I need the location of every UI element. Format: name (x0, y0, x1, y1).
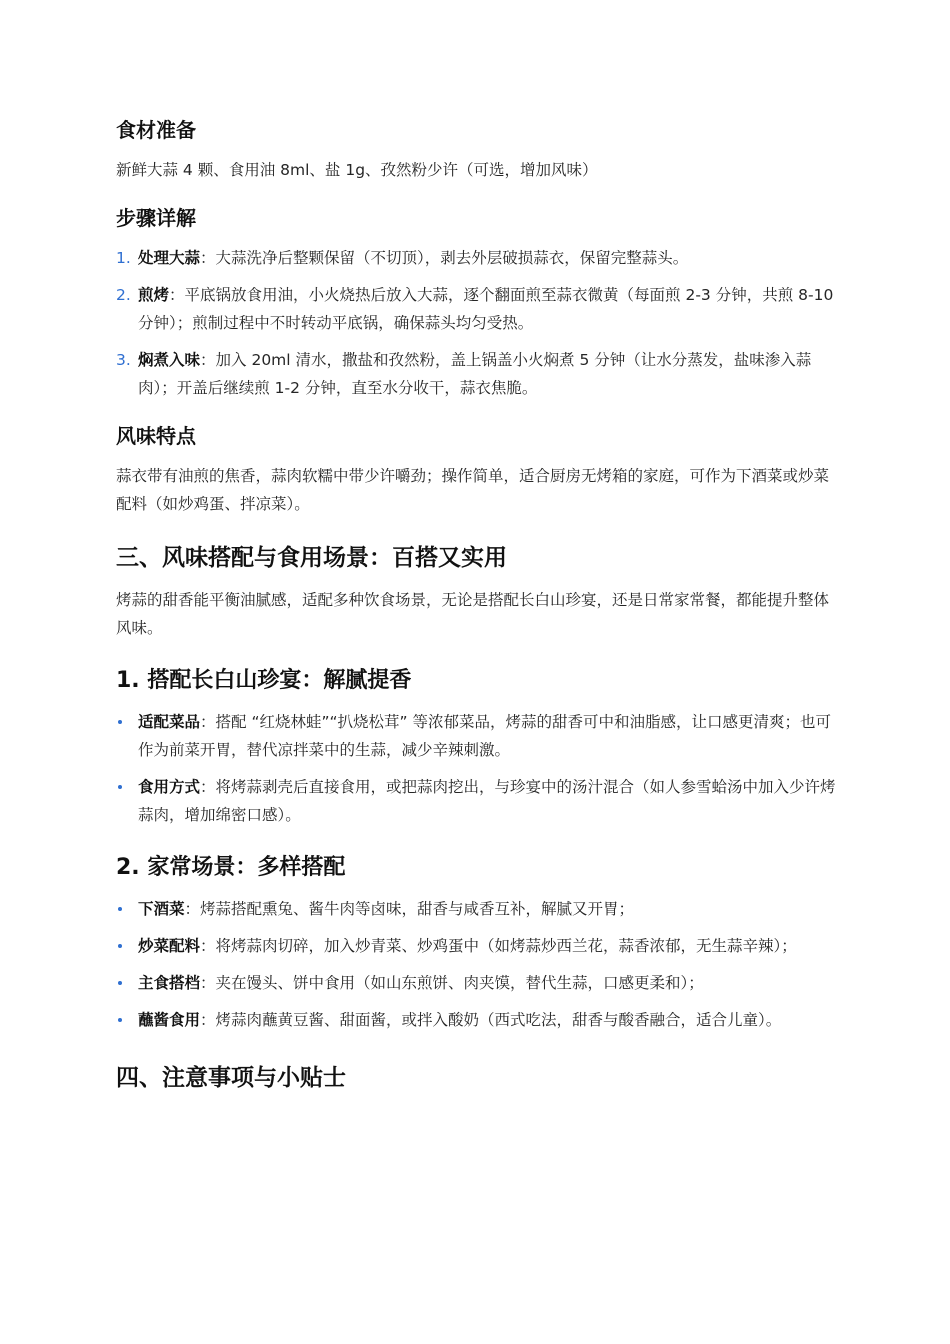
ingredients-text: 新鲜大蒜 4 颗、食用油 8ml、盐 1g、孜然粉少许（可选，增加风味） (116, 161, 598, 179)
flavor-text: 蒜衣带有油煎的焦香，蒜肉软糯中带少许嚼劲；操作简单，适合厨房无烤箱的家庭，可作为下酒菜或炒菜配料（如炒鸡蛋、拌凉菜）。 (116, 467, 830, 513)
step-number: 1. (116, 249, 131, 267)
item-title: 适配菜品 (138, 713, 201, 731)
pairing-heading: 1. 搭配长白山珍宴：解腻提香 (116, 668, 412, 693)
item-separator: ： (200, 974, 216, 992)
item-separator: ： (200, 778, 216, 796)
item-title: 炒菜配料 (138, 937, 201, 955)
item-title: 食用方式 (138, 778, 201, 796)
list-item (116, 708, 837, 764)
item-text: 将烤蒜肉切碎，加入炒青菜、炒鸡蛋中（如烤蒜炒西兰花，蒜香浓郁，无生蒜辛辣）； (215, 937, 797, 955)
step-title: 焖煮入味 (138, 351, 201, 369)
step-separator: ： (169, 286, 185, 304)
step-title: 处理大蒜 (138, 249, 201, 267)
item-title: 主食搭档 (138, 974, 201, 992)
steps-list (116, 244, 837, 402)
bullet-icon (118, 981, 122, 985)
bullet-icon (118, 720, 122, 724)
step-item (116, 281, 837, 337)
bullet-icon (118, 1018, 122, 1022)
item-title: 蘸酱食用 (138, 1011, 201, 1029)
step-text: 加入 20ml 清水，撒盐和孜然粉，盖上锅盖小火焖煮 5 分钟（让水分蒸发，盐味渗入蒜肉）；开盖后继续煎 1-2 分钟，直至水分收干，蒜衣焦脆。 (138, 351, 812, 397)
home-heading: 2. 家常场景：多样搭配 (116, 855, 346, 880)
item-text: 烤蒜搭配熏兔、酱牛肉等卤味，甜香与咸香互补，解腻又开胃； (200, 900, 635, 918)
part3-heading: 三、风味搭配与食用场景：百搭又实用 (116, 545, 507, 571)
item-title: 下酒菜 (138, 900, 185, 918)
step-separator: ： (200, 249, 216, 267)
item-separator: ： (184, 900, 201, 918)
item-text: 搭配 “红烧林蛙”“扒烧松茸” 等浓郁菜品，烤蒜的甜香可中和油脂感，让口感更清爽；也可作为前菜开胃，替代凉拌菜中的生蒜，减少辛辣刺激。 (138, 713, 832, 759)
part4-heading: 四、注意事项与小贴士 (116, 1065, 346, 1091)
list-item (116, 773, 837, 829)
item-separator: ： (200, 713, 216, 731)
step-title: 煎烤 (138, 286, 170, 304)
bullet-icon (118, 785, 122, 789)
list-item (116, 895, 837, 923)
list-item (116, 932, 837, 960)
list-item (116, 1006, 837, 1034)
step-separator: ： (200, 351, 216, 369)
item-text: 烤蒜肉蘸黄豆酱、甜面酱，或拌入酸奶（西式吃法，甜香与酸香融合，适合儿童）。 (215, 1011, 782, 1029)
bullet-icon (118, 907, 122, 911)
pairing-list (116, 708, 837, 829)
part3-intro: 烤蒜的甜香能平衡油腻感，适配多种饮食场景，无论是搭配长白山珍宴，还是日常家常餐，都能提升整体风味。 (116, 591, 830, 637)
item-text: 将烤蒜剥壳后直接食用，或把蒜肉挖出，与珍宴中的汤汁混合（如人参雪蛤汤中加入少许烤蒜肉，增加绵密口感）。 (138, 778, 836, 824)
steps-heading: 步骤详解 (116, 206, 196, 230)
bullet-icon (118, 944, 122, 948)
flavor-heading: 风味特点 (116, 424, 196, 448)
ingredients-heading: 食材准备 (116, 118, 196, 142)
list-item (116, 969, 837, 997)
step-text: 大蒜洗净后整颗保留（不切顶），剥去外层破损蒜衣，保留完整蒜头。 (215, 249, 689, 267)
step-number: 3. (116, 351, 131, 369)
home-list (116, 895, 837, 1034)
step-item (116, 346, 837, 402)
step-text: 平底锅放食用油，小火烧热后放入大蒜，逐个翻面煎至蒜衣微黄（每面煎 2-3 分钟，共煎 8-10 分钟）；煎制过程中不时转动平底锅，确保蒜头均匀受热。 (138, 286, 834, 332)
step-number: 2. (116, 286, 131, 304)
item-separator: ： (200, 1011, 216, 1029)
item-separator: ： (200, 937, 216, 955)
item-text: 夹在馒头、饼中食用（如山东煎饼、肉夹馍，替代生蒜，口感更柔和）； (215, 974, 704, 992)
step-item (116, 244, 837, 272)
